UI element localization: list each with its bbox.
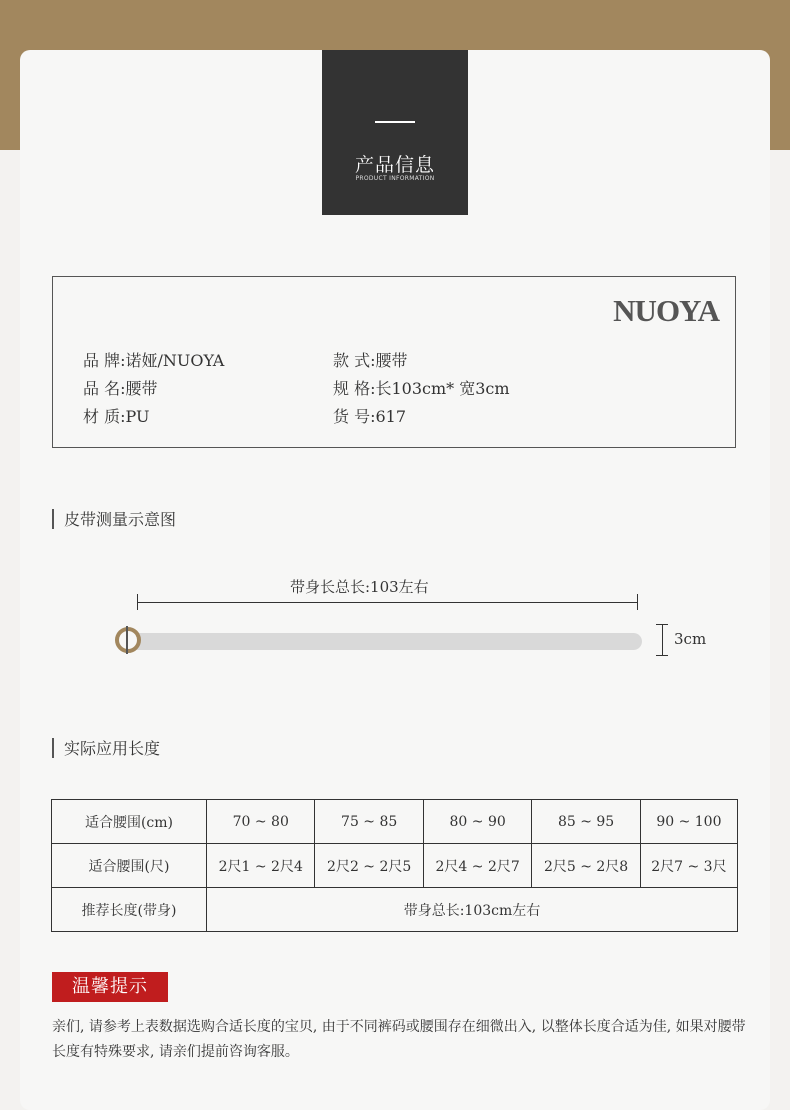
info-material: 材 质:PU: [83, 407, 150, 426]
page-title: 产品信息: [354, 154, 435, 176]
table-cell: 75 ~ 85: [315, 800, 423, 844]
section-marker: [52, 509, 54, 529]
product-info-box: [52, 276, 736, 448]
section-marker: [52, 738, 54, 758]
belt-strap: [130, 633, 642, 650]
table-cell: 70 ~ 80: [207, 800, 315, 844]
title-divider: [375, 121, 415, 123]
width-tick-bottom: [656, 655, 668, 656]
sizes-heading-text: 实际应用长度: [64, 739, 161, 758]
belt-buckle-icon: [115, 627, 141, 653]
table-cell: 2尺5 ~ 2尺8: [532, 844, 640, 888]
table-row: [52, 800, 738, 844]
info-product-name: 品 名:腰带: [83, 379, 158, 398]
sizes-section-heading: [52, 736, 160, 760]
buckle-pin: [126, 626, 128, 654]
page-subtitle: PRODUCT INFORMATION: [355, 175, 435, 182]
table-cell: 90 ~ 100: [640, 800, 737, 844]
length-dimension-line: [138, 602, 638, 603]
table-cell: 2尺1 ~ 2尺4: [207, 844, 315, 888]
table-cell: 2尺2 ~ 2尺5: [315, 844, 423, 888]
table-row: [52, 844, 738, 888]
tip-badge: 温馨提示: [52, 972, 168, 1002]
length-tick-right: [637, 594, 638, 610]
info-spec: 规 格:长103cm* 宽3cm: [333, 379, 510, 398]
tip-text: 亲们, 请参考上表数据选购合适长度的宝贝, 由于不同裤码或腰围存在细微出入, 以整体长度合适为佳, 如果对腰带长度有特殊要求, 请亲们提前咨询客服。: [52, 1019, 746, 1060]
table-cell-merged: 带身总长:103cm左右: [207, 888, 738, 932]
table-cell: 2尺7 ~ 3尺: [640, 844, 737, 888]
title-block: [322, 50, 468, 215]
measure-heading-text: 皮带测量示意图: [64, 510, 177, 529]
info-brand: 品 牌:诺娅/NUOYA: [83, 351, 225, 370]
measure-section-heading: [52, 507, 176, 531]
table-cell: 85 ~ 95: [532, 800, 640, 844]
brand-logo: NUOYA: [613, 293, 719, 328]
table-cell: 80 ~ 90: [423, 800, 531, 844]
table-row-header: 适合腰围(cm): [52, 800, 207, 844]
size-table: [51, 799, 738, 932]
info-item-number: 货 号:617: [333, 407, 407, 426]
width-label: 3cm: [674, 630, 707, 648]
width-dimension-line: [662, 624, 663, 655]
table-row-header: 适合腰围(尺): [52, 844, 207, 888]
table-cell: 2尺4 ~ 2尺7: [423, 844, 531, 888]
length-label: 带身长总长:103左右: [290, 578, 429, 596]
table-row-header: 推荐长度(带身): [52, 888, 207, 932]
info-style: 款 式:腰带: [333, 351, 408, 370]
table-row: [52, 888, 738, 932]
belt-measurement-diagram: [0, 560, 790, 670]
